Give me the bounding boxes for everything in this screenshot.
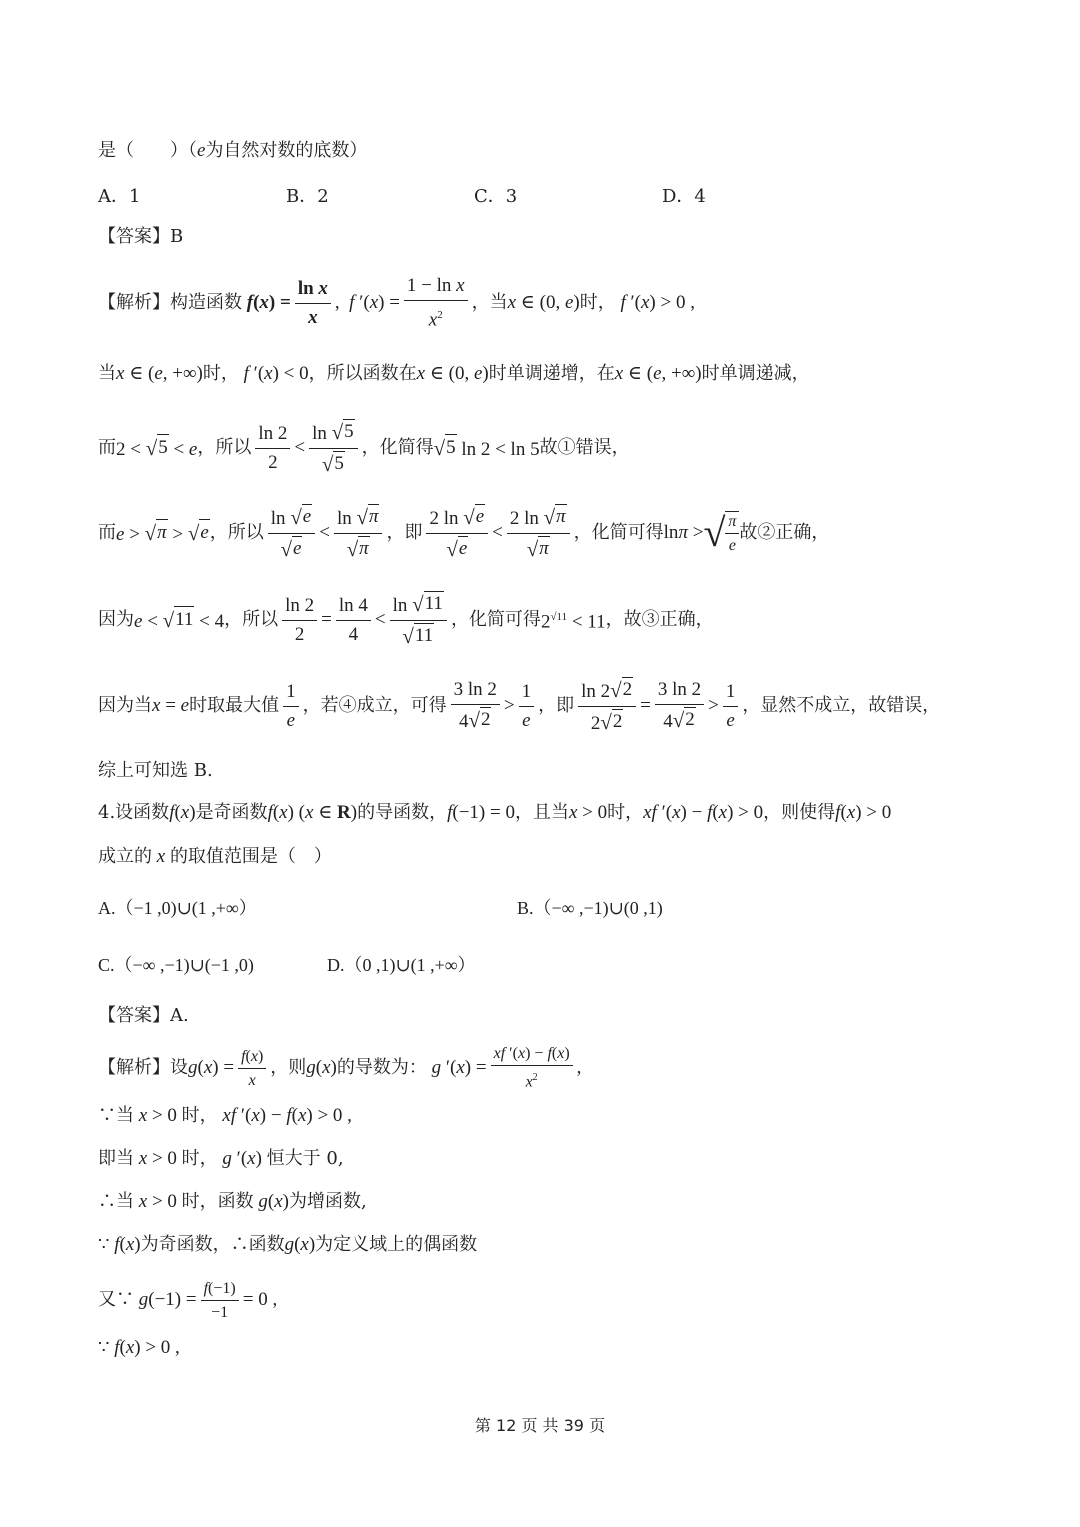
text: 时单调递减， bbox=[701, 363, 810, 384]
page-footer: 第 12 页 共 39 页 bbox=[474, 1416, 606, 1435]
text: 成立的 bbox=[98, 846, 152, 867]
text: 的导数为： bbox=[336, 1057, 427, 1078]
text: ，化简得 bbox=[361, 437, 434, 458]
text: ∵ bbox=[98, 1234, 110, 1255]
math: g(x) bbox=[284, 1234, 316, 1255]
text: 构造函数 bbox=[170, 292, 242, 313]
math: e < √ 11 < 4 bbox=[134, 607, 225, 632]
text: 而 bbox=[98, 437, 116, 458]
text: ，所以 bbox=[197, 437, 252, 458]
text: ，化简可得 bbox=[450, 609, 541, 630]
math-fraction: ln √ π √ π bbox=[334, 504, 383, 563]
text: 时， bbox=[607, 802, 644, 823]
math: f(x) (x ∈ R) bbox=[267, 802, 358, 823]
option-c: C．3 bbox=[474, 186, 518, 207]
analysis-3-line-2 bbox=[98, 361, 1020, 387]
analysis-4-line-3 bbox=[98, 1146, 1020, 1172]
math-sqrt-fraction: √ $\frac{\pi}{e}$ bbox=[703, 511, 739, 555]
math: < bbox=[294, 437, 306, 458]
math: = bbox=[321, 609, 332, 630]
analysis-4-line-2 bbox=[98, 1103, 1020, 1129]
text: ∵当 bbox=[98, 1105, 134, 1126]
math-fraction: $\frac{1}{e}$ bbox=[723, 680, 739, 733]
math: , bbox=[576, 1057, 582, 1078]
text: 的导函数， bbox=[357, 802, 448, 823]
math-fraction: $\frac{\ln 2}{2}$ bbox=[255, 422, 290, 475]
math-fraction: ln 2 √ 2 2 √ 2 bbox=[578, 677, 636, 736]
math-fraction: $\frac{1}{e}$ bbox=[519, 680, 535, 733]
math: e > √ π > √ e bbox=[116, 520, 209, 545]
math: x > 0 bbox=[138, 1191, 182, 1212]
text: ，即 bbox=[538, 695, 575, 716]
analysis-4-line-1 bbox=[98, 1044, 1020, 1092]
math: x ∈ (e, +∞) bbox=[614, 363, 702, 384]
math-e: e bbox=[197, 140, 206, 161]
analysis-label: 【解析】 bbox=[98, 1057, 170, 1078]
text: ，当 bbox=[471, 292, 508, 313]
text: 又∵ bbox=[98, 1289, 134, 1310]
math: f(x) bbox=[169, 802, 196, 823]
math-fraction: ln √ e √ e bbox=[268, 504, 315, 563]
math-fraction: $\frac{f(x)}{x}$ bbox=[238, 1047, 266, 1090]
math: < bbox=[319, 522, 330, 543]
text: ，即 bbox=[386, 522, 423, 543]
math-fraction: 3 ln 2 4 √ 2 bbox=[451, 678, 500, 734]
q4-option-a: A.（−1 ,0)∪(1 ,+∞） bbox=[98, 898, 257, 918]
text: 时， bbox=[202, 363, 239, 384]
text: 故①错误， bbox=[539, 437, 630, 458]
text: 的取值范围是（ ） bbox=[169, 846, 332, 867]
math: g ′(x) bbox=[222, 1148, 267, 1169]
text: ，故③正确， bbox=[605, 609, 714, 630]
text: ，则 bbox=[270, 1057, 307, 1078]
math: √ 5 ln 2 < ln 5 bbox=[433, 435, 540, 460]
text: ，若④成立，可得 bbox=[302, 695, 447, 716]
math-fraction: $\frac{\text{ln x}}{x}$ bbox=[295, 277, 331, 330]
text: 当 bbox=[98, 363, 116, 384]
option-d: D．4 bbox=[662, 186, 706, 207]
math: f(−1) = 0 bbox=[447, 802, 515, 823]
math: x = e bbox=[152, 695, 190, 716]
text: 恒大于 0, bbox=[266, 1148, 344, 1169]
text: ，所以 bbox=[209, 522, 264, 543]
answer-4: 【答案】A. bbox=[98, 1005, 189, 1026]
math-fraction: ln √ 5 √ 5 bbox=[309, 419, 358, 478]
math: g(−1) = bbox=[138, 1289, 197, 1310]
math-x: x bbox=[152, 846, 170, 867]
text: 时， bbox=[181, 1105, 218, 1126]
math: = bbox=[640, 695, 651, 716]
math-fraction: $\frac{1}{e}$ bbox=[283, 680, 299, 733]
text: 为定义域上的偶函数 bbox=[315, 1234, 478, 1255]
analysis-3-line-1 bbox=[98, 276, 1020, 330]
math-fraction: ln √ 11 √ 11 bbox=[390, 591, 447, 650]
math: f ′(x) < 0 bbox=[243, 363, 309, 384]
text: ，化简可得 bbox=[573, 522, 664, 543]
math-fraction: 2 ln √ e √ e bbox=[426, 504, 488, 563]
math: < bbox=[492, 522, 503, 543]
math: xf ′(x) − f(x) > 0 , bbox=[222, 1105, 352, 1126]
text: 时， bbox=[181, 1148, 218, 1169]
math: x ∈ (e, +∞) bbox=[116, 363, 203, 384]
math: < bbox=[374, 609, 386, 630]
text: 为奇函数，∴函数 bbox=[140, 1234, 285, 1255]
math: g(x) bbox=[258, 1191, 289, 1212]
q4-option-b: B.（−∞ ,−1)∪(0 ,1) bbox=[517, 898, 663, 918]
math-fraction: $\frac{xf '(x) - f(x)}{x^2}$ bbox=[491, 1044, 573, 1091]
analysis-4-line-6 bbox=[98, 1276, 1020, 1324]
math: f(x) > 0 bbox=[835, 802, 892, 823]
math: f(x) bbox=[114, 1234, 141, 1255]
analysis-4-line-5 bbox=[98, 1232, 1020, 1258]
math: x > 0 bbox=[568, 802, 608, 823]
math: > bbox=[503, 695, 515, 716]
math: x > 0 bbox=[138, 1148, 182, 1169]
text: 故②正确， bbox=[739, 522, 830, 543]
math: $2^{√11} < 11$ bbox=[540, 611, 606, 633]
analysis-4-line-7 bbox=[98, 1335, 1020, 1361]
math: > bbox=[708, 695, 719, 716]
math: = 0 , bbox=[242, 1289, 278, 1310]
text: ∵ bbox=[98, 1337, 110, 1358]
option-b: B．2 bbox=[286, 186, 329, 207]
text: 设 bbox=[170, 1057, 188, 1078]
math-fraction: $\frac{f(-1)}{-1}$ bbox=[201, 1279, 239, 1322]
math-fraction: $\frac{\ln 4}{4}$ bbox=[336, 594, 371, 647]
text: 时，函数 bbox=[181, 1191, 254, 1212]
text: ，显然不成立，故错误， bbox=[742, 695, 941, 716]
math: g(x) bbox=[306, 1057, 337, 1078]
text: 时取最大值 bbox=[189, 695, 280, 716]
math: g ′(x) = bbox=[431, 1057, 487, 1078]
math: x ∈ (0, e) bbox=[416, 363, 489, 384]
math-fraction: 2 ln √ π √ π bbox=[507, 504, 570, 563]
math: f(x) = bbox=[246, 292, 291, 313]
text: 4.设函数 bbox=[98, 802, 170, 823]
analysis-3-line-3 bbox=[98, 420, 1020, 476]
answer-3: 【答案】B bbox=[98, 226, 184, 247]
math-fraction: $\frac{\text{1 − ln x}}{x^2}$ bbox=[404, 274, 468, 332]
math-fraction: $\frac{\ln 2}{2}$ bbox=[282, 594, 317, 647]
text: 为自然对数的底数） bbox=[205, 140, 368, 161]
text: ∴当 bbox=[98, 1191, 134, 1212]
math: f ′(x) > 0 , bbox=[620, 292, 695, 313]
text: 而 bbox=[98, 522, 116, 543]
text: 为增函数, bbox=[289, 1191, 367, 1212]
text: 时单调递增，在 bbox=[488, 363, 615, 384]
math: 2 < √ 5 < e bbox=[116, 435, 198, 460]
question-3-tail bbox=[98, 138, 1020, 164]
text: 因为 bbox=[98, 609, 134, 630]
text: ，且当 bbox=[514, 802, 569, 823]
text: ，所以 bbox=[224, 609, 279, 630]
analysis-label: 【解析】 bbox=[98, 292, 170, 313]
question-4-stem-2 bbox=[98, 844, 1020, 870]
option-a: A．1 bbox=[98, 186, 141, 207]
conclusion-3: 综上可知选 B. bbox=[98, 760, 213, 781]
math-fraction: 3 ln 2 4 √ 2 bbox=[655, 678, 704, 734]
math: x ∈ (0, e) bbox=[507, 292, 580, 313]
q4-option-c: C.（−∞ ,−1)∪(−1 ,0) bbox=[98, 955, 254, 975]
text: 即当 bbox=[98, 1148, 134, 1169]
question-4-stem bbox=[98, 800, 1020, 826]
text: 是奇函数 bbox=[195, 802, 268, 823]
text: 是（ ）（ bbox=[98, 140, 197, 161]
analysis-3-line-6 bbox=[98, 678, 1020, 734]
math: lnπ > bbox=[663, 522, 704, 543]
math: f(x) > 0 , bbox=[114, 1337, 180, 1358]
analysis-3-line-4 bbox=[98, 505, 1020, 561]
math: , f ′(x) = bbox=[334, 292, 400, 313]
math: g(x) = bbox=[188, 1057, 235, 1078]
math: x > 0 bbox=[138, 1105, 182, 1126]
text: 因为当 bbox=[98, 695, 152, 716]
analysis-4-line-4 bbox=[98, 1189, 1020, 1215]
text: ，所以函数在 bbox=[308, 363, 417, 384]
q4-option-d: D.（0 ,1)∪(1 ,+∞） bbox=[327, 955, 476, 975]
analysis-3-line-5 bbox=[98, 592, 1020, 648]
text: 时， bbox=[579, 292, 616, 313]
text: ，则使得 bbox=[763, 802, 836, 823]
math: xf ′(x) − f(x) > 0 bbox=[643, 802, 764, 823]
